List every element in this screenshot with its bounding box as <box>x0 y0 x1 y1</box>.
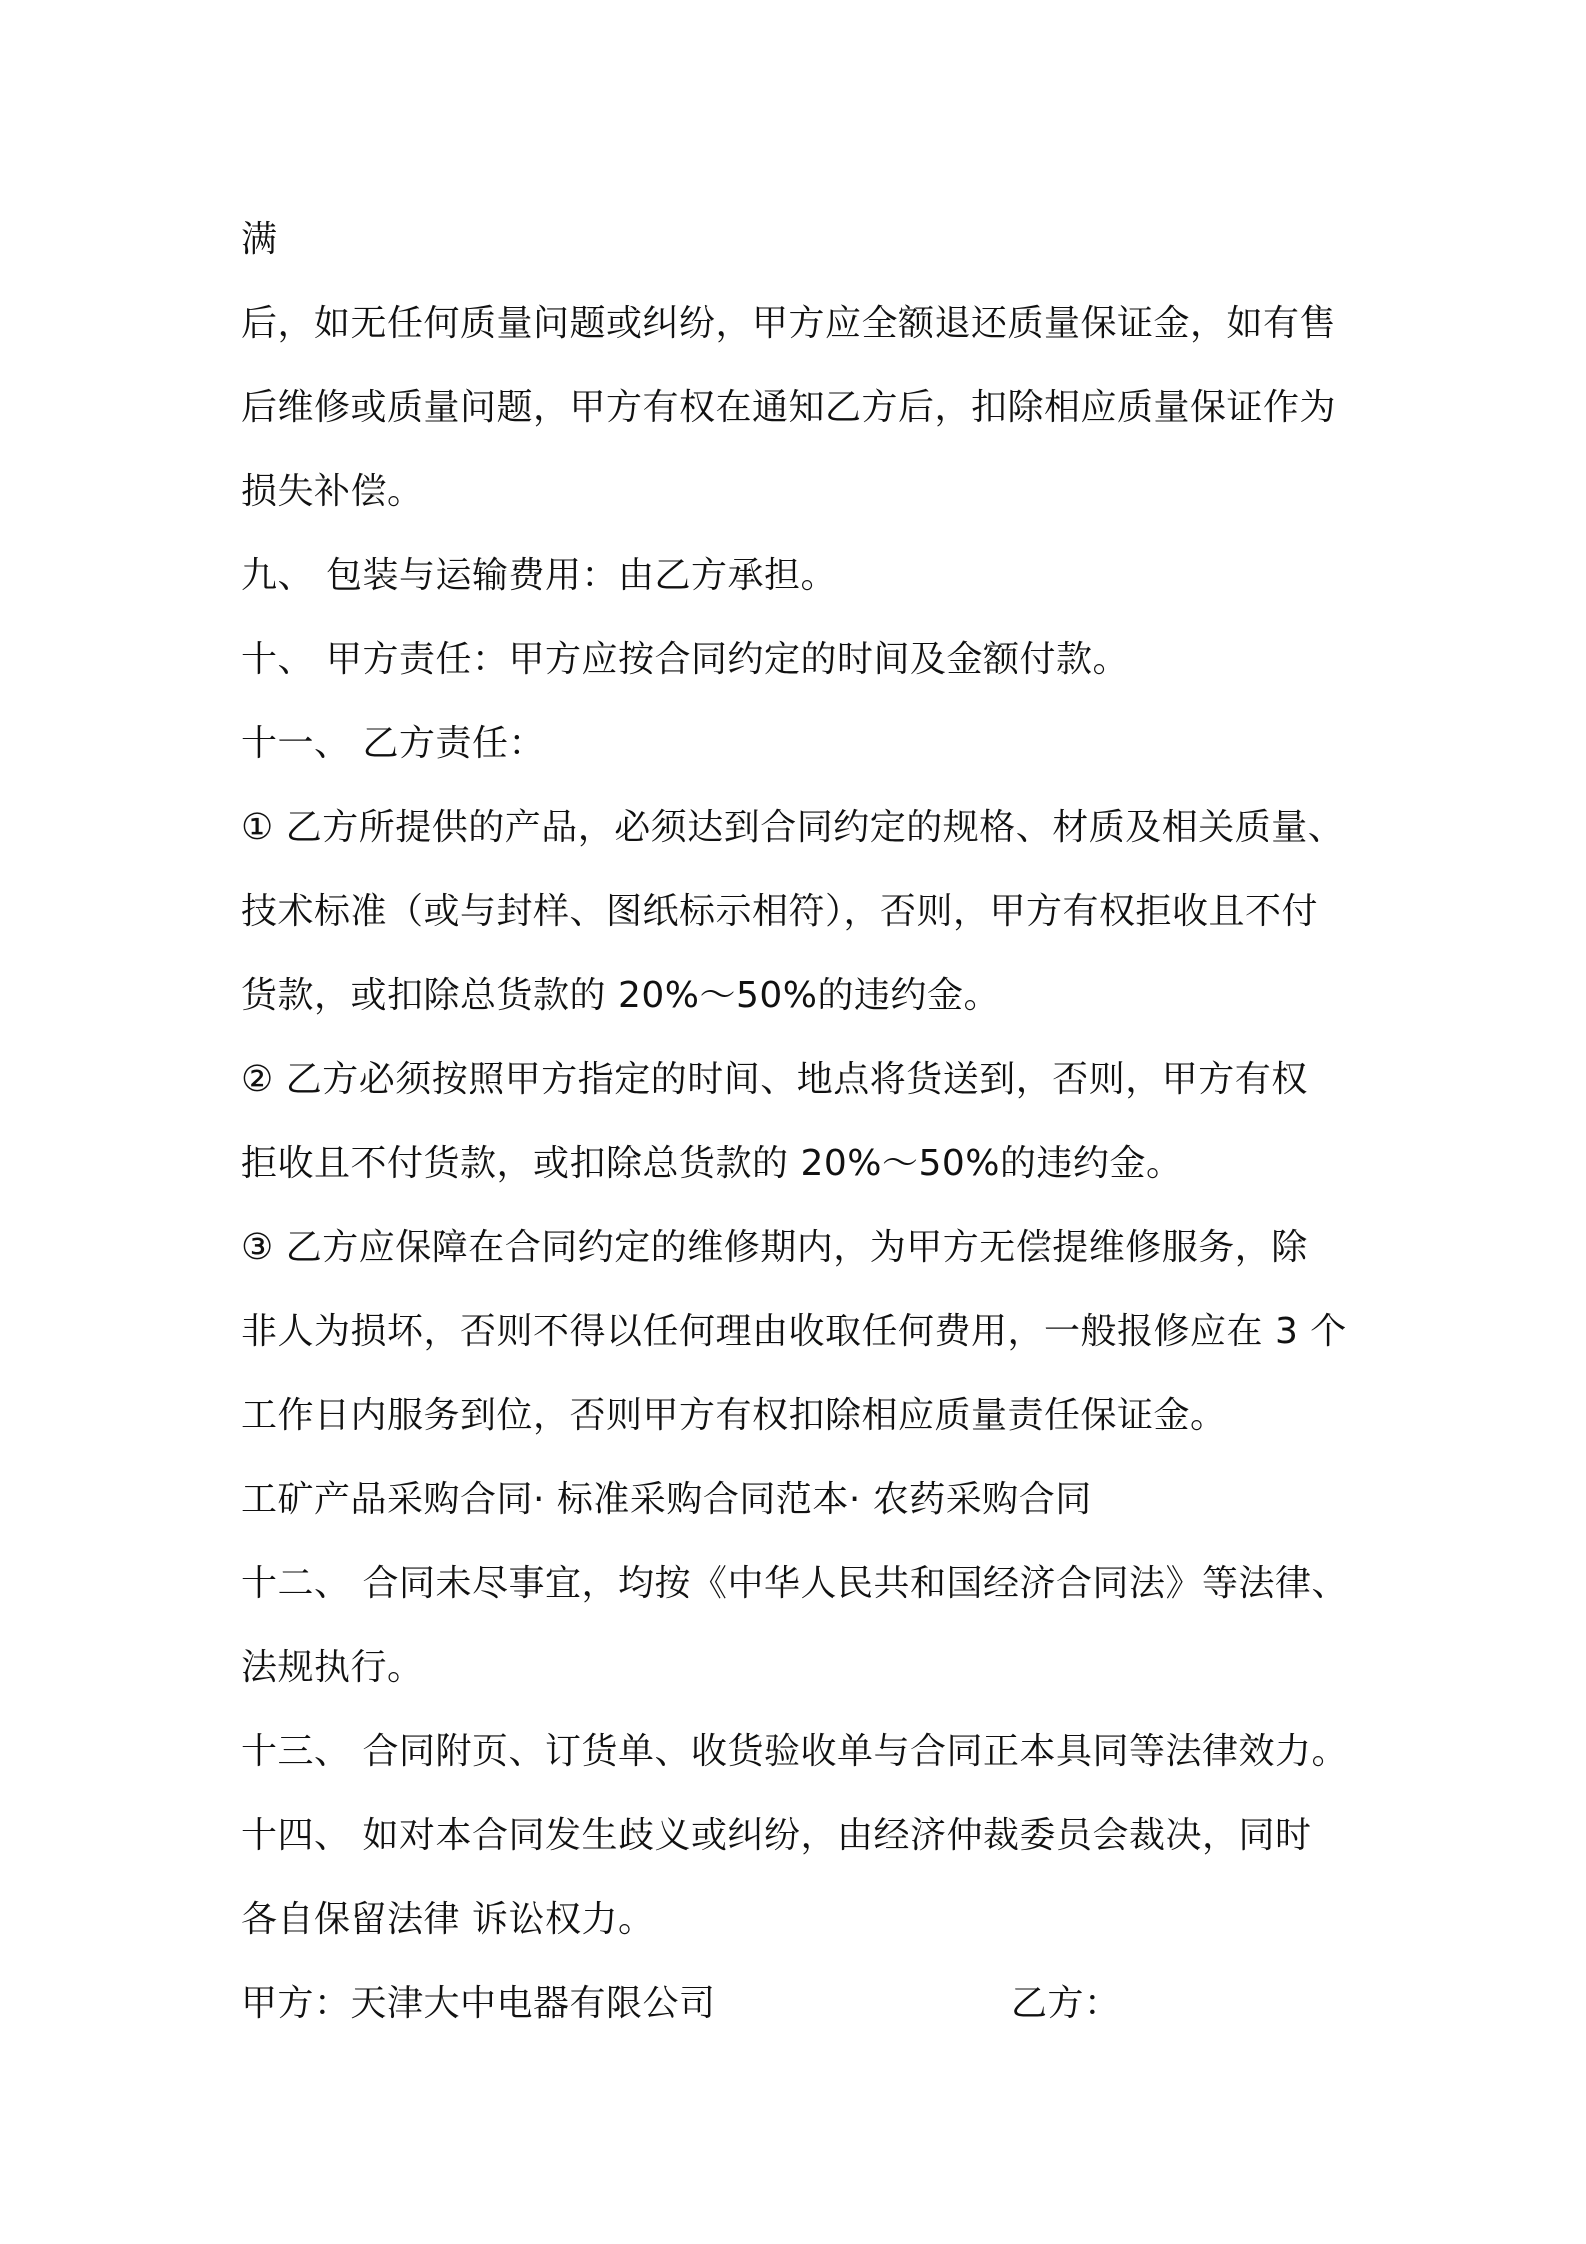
document-body <box>241 198 1381 2046</box>
text-line: 工作日内服务到位，否则甲方有权扣除相应质量责任保证金。 <box>241 1395 1227 1436</box>
clause-10: 十、 甲方责任：甲方应按合同约定的时间及金额付款。 <box>241 639 1129 680</box>
text-line: 拒收且不付货款，或扣除总货款的 20%～50%的违约金。 <box>241 1143 1183 1184</box>
text-line: 法规执行。 <box>241 1647 424 1688</box>
text-line: 各自保留法律 诉讼权力。 <box>241 1899 655 1940</box>
clause-11-item-2: ② 乙方必须按照甲方指定的时间、地点将货送到，否则，甲方有权 <box>241 1059 1308 1100</box>
clause-12: 十二、 合同未尽事宜，均按《中华人民共和国经济合同法》等法律、 <box>241 1563 1348 1604</box>
party-a-signature: 甲方：天津大中电器有限公司 <box>241 1983 716 2024</box>
text-line: 满 <box>241 219 278 260</box>
clause-13: 十三、 合同附页、订货单、收货验收单与合同正本具同等法律效力。 <box>241 1731 1348 1772</box>
clause-11-item-3: ③ 乙方应保障在合同约定的维修期内，为甲方无偿提维修服务，除 <box>241 1227 1308 1268</box>
text-line: 非人为损坏，否则不得以任何理由收取任何费用，一般报修应在 3 个 <box>241 1311 1347 1352</box>
text-line: 后维修或质量问题，甲方有权在通知乙方后，扣除相应质量保证作为 <box>241 387 1337 428</box>
text-line: 货款，或扣除总货款的 20%～50%的违约金。 <box>241 975 1000 1016</box>
clause-11: 十一、 乙方责任： <box>241 723 545 764</box>
text-line: 损失补偿。 <box>241 471 424 512</box>
clause-11-item-1: ① 乙方所提供的产品，必须达到合同约定的规格、材质及相关质量、 <box>241 807 1345 848</box>
signature-row <box>241 1962 1381 2046</box>
clause-14: 十四、 如对本合同发生歧义或纠纷，由经济仲裁委员会裁决，同时 <box>241 1815 1312 1856</box>
text-line: 后，如无任何质量问题或纠纷，甲方应全额退还质量保证金，如有售 <box>241 303 1337 344</box>
clause-9: 九、 包装与运输费用：由乙方承担。 <box>241 555 837 596</box>
party-b-signature: 乙方： <box>1011 1983 1121 2024</box>
related-links-text: 工矿产品采购合同· 标准采购合同范本· 农药采购合同 <box>241 1479 1092 1520</box>
text-line: 技术标准（或与封样、图纸标示相符），否则，甲方有权拒收且不付 <box>241 891 1319 932</box>
